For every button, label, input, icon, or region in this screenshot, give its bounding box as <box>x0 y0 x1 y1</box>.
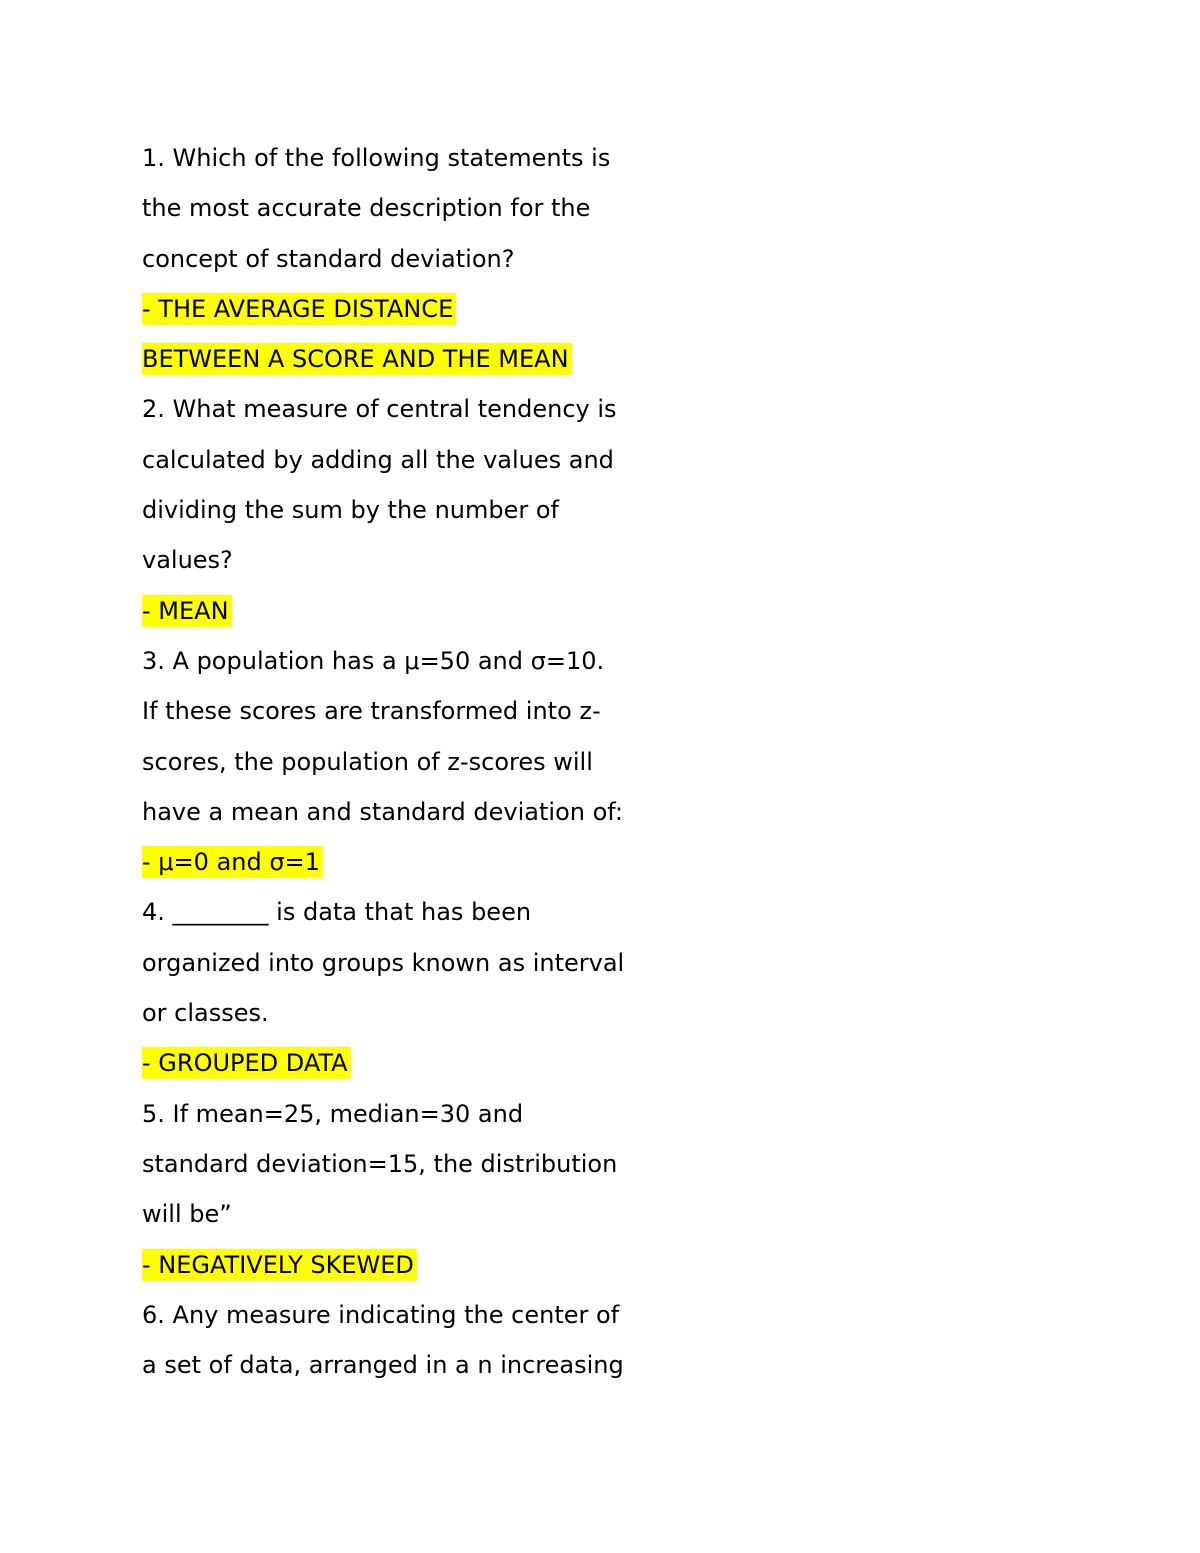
question-4-line-3 <box>142 988 742 1038</box>
question-2-line-2 <box>142 435 742 485</box>
question-4-text: or classes. <box>142 999 269 1028</box>
question-2-line-3 <box>142 485 742 535</box>
question-5-line-1 <box>142 1089 742 1139</box>
question-3-line-4 <box>142 787 742 837</box>
question-1-text: the most accurate description for the <box>142 194 591 223</box>
highlighted-answer: - GROUPED DATA <box>142 1047 351 1079</box>
answer-3-line-1 <box>142 837 742 887</box>
highlighted-answer: BETWEEN A SCORE AND THE MEAN <box>142 343 572 375</box>
answer-1-line-1 <box>142 284 742 334</box>
question-1-line-3 <box>142 234 742 284</box>
question-1-text: 1. Which of the following statements is <box>142 144 611 172</box>
question-3-text: have a mean and standard deviation of: <box>142 797 623 826</box>
question-2-line-1 <box>142 384 742 434</box>
question-5-line-3 <box>142 1189 742 1239</box>
question-6-text: a set of data, arranged in a n increasing <box>142 1351 624 1380</box>
question-6-line-2 <box>142 1340 742 1390</box>
answer-1-line-2 <box>142 334 742 384</box>
question-3-text: 3. A population has a μ=50 and σ=10. <box>142 646 605 675</box>
question-5-text: will be” <box>142 1200 232 1229</box>
question-5-line-2 <box>142 1139 742 1189</box>
highlighted-answer: - NEGATIVELY SKEWED <box>142 1249 417 1281</box>
question-2-line-4 <box>142 535 742 585</box>
question-3-line-1 <box>142 636 742 686</box>
question-2-text: values? <box>142 546 233 575</box>
question-3-line-3 <box>142 737 742 787</box>
question-4-line-1 <box>142 887 742 937</box>
question-1-line-1 <box>142 133 742 183</box>
highlighted-answer: - MEAN <box>142 595 232 627</box>
question-3-line-2 <box>142 686 742 736</box>
answer-4-line-1 <box>142 1038 742 1088</box>
document-body <box>142 133 742 1390</box>
question-6-text: 6. Any measure indicating the center of <box>142 1300 620 1329</box>
question-5-text: standard deviation=15, the distribution <box>142 1149 618 1178</box>
question-2-text: 2. What measure of central tendency is <box>142 395 617 424</box>
answer-5-line-1 <box>142 1240 742 1290</box>
question-4-text: 4. ________ is data that has been <box>142 898 532 927</box>
question-4-text: organized into groups known as interval <box>142 948 625 977</box>
highlighted-answer: - THE AVERAGE DISTANCE <box>142 293 456 325</box>
highlighted-answer: - μ=0 and σ=1 <box>142 846 323 878</box>
question-6-line-1 <box>142 1290 742 1340</box>
question-5-text: 5. If mean=25, median=30 and <box>142 1099 524 1128</box>
question-4-line-2 <box>142 938 742 988</box>
question-1-line-2 <box>142 183 742 233</box>
answer-2-line-1 <box>142 586 742 636</box>
question-3-text: If these scores are transformed into z- <box>142 697 601 726</box>
question-2-text: calculated by adding all the values and <box>142 445 614 474</box>
question-1-text: concept of standard deviation? <box>142 244 515 273</box>
question-2-text: dividing the sum by the number of <box>142 496 559 525</box>
question-3-text: scores, the population of z-scores will <box>142 747 593 776</box>
